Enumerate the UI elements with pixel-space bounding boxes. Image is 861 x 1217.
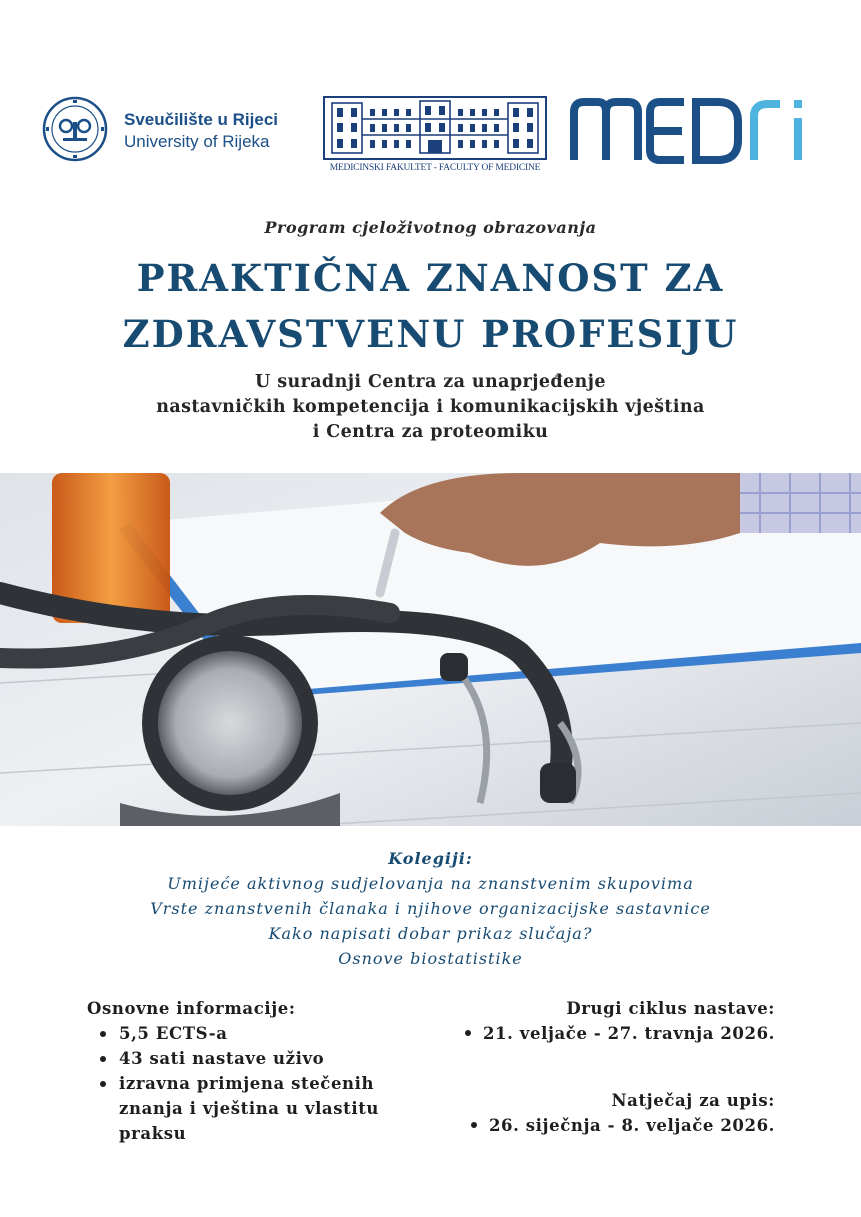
collab-line-1: U suradnji Centra za unaprjeđenje xyxy=(255,372,606,392)
faculty-caption: MEDICINSKI FAKULTET - FACULTY OF MEDICINE xyxy=(329,163,541,173)
faculty-logo xyxy=(322,92,548,178)
cycle-heading: Drugi ciklus nastave: xyxy=(566,999,775,1018)
course-item: Kako napisati dobar prikaz slučaja? xyxy=(268,924,593,943)
title-line-1: PRAKTIČNA ZNANOST ZA xyxy=(136,256,725,300)
course-item: Vrste znanstvenih članaka i njihove organizacijske sastavnice xyxy=(150,899,711,918)
list-item: 5,5 ECTS-a xyxy=(87,1021,427,1046)
university-name-en: University of Rijeka xyxy=(124,132,270,151)
schedule-info xyxy=(395,996,775,1138)
enroll-dates-row xyxy=(395,1113,775,1138)
university-name-hr: Sveučilište u Rijeci xyxy=(124,110,279,129)
medri-logo xyxy=(568,94,808,164)
basic-info xyxy=(87,996,427,1146)
bullet-icon xyxy=(471,1122,477,1128)
program-subtitle: Program cjeloživotnog obrazovanja xyxy=(264,218,597,237)
cycle-dates: 21. veljače - 27. travnja 2026. xyxy=(482,1024,775,1043)
page-title xyxy=(0,250,861,362)
courses-section xyxy=(0,846,861,971)
university-seal-icon xyxy=(42,96,108,162)
collab-line-2: nastavničkih kompetencija i komunikacijskih vještina xyxy=(156,397,705,417)
logo-bar xyxy=(0,92,861,182)
bullet-icon xyxy=(465,1030,471,1036)
stethoscope-photo xyxy=(0,473,861,826)
cycle-dates-row xyxy=(395,1021,775,1046)
course-item: Osnove biostatistike xyxy=(338,949,523,968)
basic-info-heading: Osnovne informacije: xyxy=(87,999,296,1018)
faculty-building-icon xyxy=(322,95,548,161)
collaboration-text xyxy=(0,370,861,445)
university-logo xyxy=(42,96,312,162)
course-item: Umijeće aktivnog sudjelovanja na znanstvenim skupovima xyxy=(167,874,694,893)
list-item: 43 sati nastave uživo xyxy=(87,1046,427,1071)
title-line-2: ZDRAVSTVENU PROFESIJU xyxy=(122,312,739,356)
basic-info-list xyxy=(87,1021,427,1146)
list-item: izravna primjena stečenih znanja i vještina u vlastitu praksu xyxy=(87,1071,427,1146)
enroll-heading: Natječaj za upis: xyxy=(611,1091,775,1110)
courses-heading: Kolegiji: xyxy=(388,849,473,868)
collab-line-3: i Centra za proteomiku xyxy=(312,422,549,442)
enroll-dates: 26. siječnja - 8. veljače 2026. xyxy=(488,1116,775,1135)
